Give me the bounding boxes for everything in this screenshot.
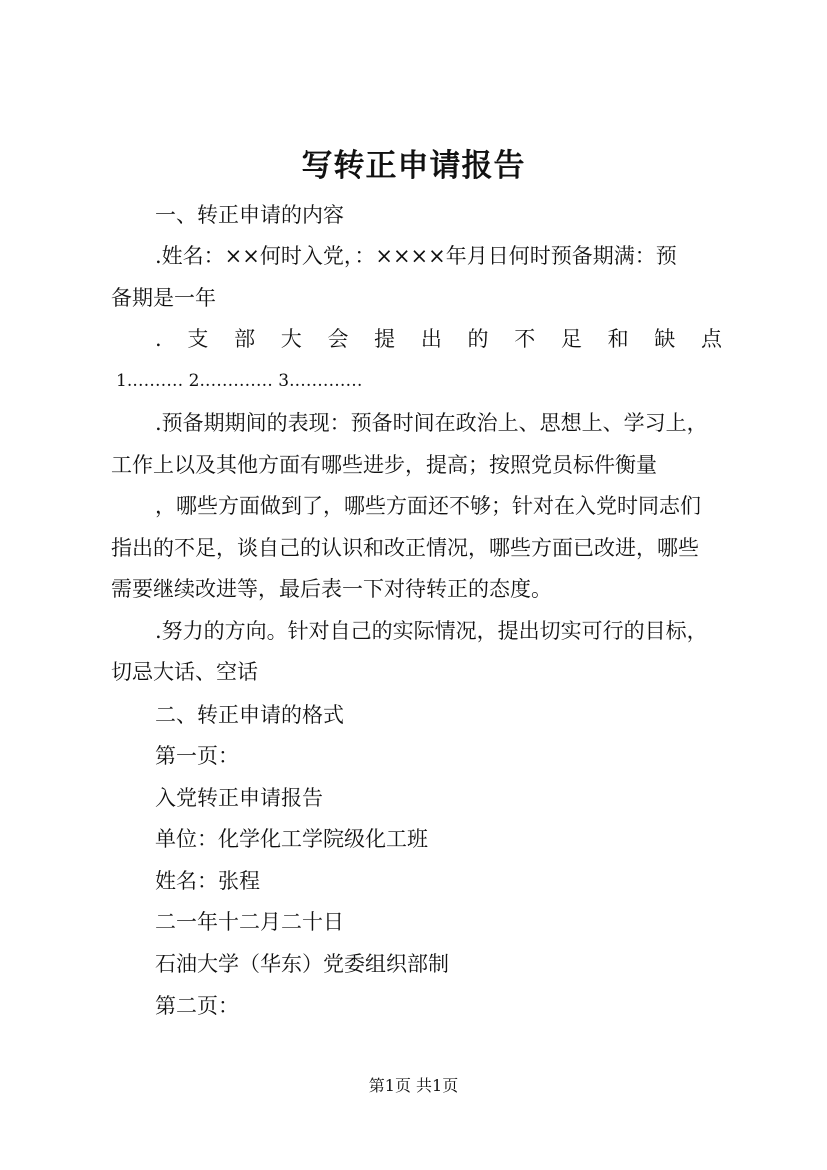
spaced-char: . xyxy=(155,327,162,351)
spaced-char: 会 xyxy=(327,327,349,351)
spaced-char: 支 xyxy=(187,327,209,351)
paragraph-line: 第二页： xyxy=(155,994,239,1018)
paragraph-line: 切忌大话、空话 xyxy=(111,660,258,684)
spaced-char: 和 xyxy=(607,327,629,351)
spaced-char: 出 xyxy=(420,327,442,351)
section-heading-content: 一、转正申请的内容 xyxy=(155,203,344,227)
spaced-char: 部 xyxy=(234,327,256,351)
spaced-char: 提 xyxy=(374,327,396,351)
paragraph-line: .努力的方向。针对自己的实际情况，提出切实可行的目标， xyxy=(155,619,708,643)
paragraph-line: ，哪些方面做到了，哪些方面还不够；针对在入党时同志们 xyxy=(155,494,701,518)
paragraph-line: 工作上以及其他方面有哪些进步，提高；按照党员标件衡量 xyxy=(111,453,657,477)
paragraph-line: 需要继续改进等，最后表一下对待转正的态度。 xyxy=(111,577,552,601)
paragraph-line: .预备期期间的表现：预备时间在政治上、思想上、学习上， xyxy=(155,411,708,435)
paragraph-line: 备期是一年 xyxy=(111,286,216,310)
spaced-char: 缺 xyxy=(654,327,676,351)
paragraph-line: 指出的不足，谈自己的认识和改正情况，哪些方面已改进，哪些 xyxy=(111,536,699,560)
spaced-char: 的 xyxy=(467,327,489,351)
paragraph-line: 石油大学（华东）党委组织部制 xyxy=(155,952,449,976)
spaced-char: 大 xyxy=(280,327,302,351)
spaced-char: 不 xyxy=(514,327,536,351)
paragraph-line: 单位：化学化工学院级化工班 xyxy=(155,827,428,851)
section-heading-format: 二、转正申请的格式 xyxy=(155,703,344,727)
spaced-line xyxy=(155,324,722,354)
paragraph-line: 第一页： xyxy=(155,744,239,768)
spaced-char: 点 xyxy=(700,327,722,351)
numbered-list-line: 1.……… 2.………… 3.………… xyxy=(116,371,363,391)
paragraph-line: .姓名：××何时入党，：××××年月日何时预备期满：预 xyxy=(155,244,677,268)
paragraph-line: 二一年十二月二十日 xyxy=(155,910,344,934)
paragraph-line: 姓名：张程 xyxy=(155,869,260,893)
page-footer: 第1页 共1页 xyxy=(368,1076,459,1095)
document-title: 写转正申请报告 xyxy=(301,148,526,184)
spaced-char: 足 xyxy=(560,327,582,351)
paragraph-line: 入党转正申请报告 xyxy=(155,786,323,810)
